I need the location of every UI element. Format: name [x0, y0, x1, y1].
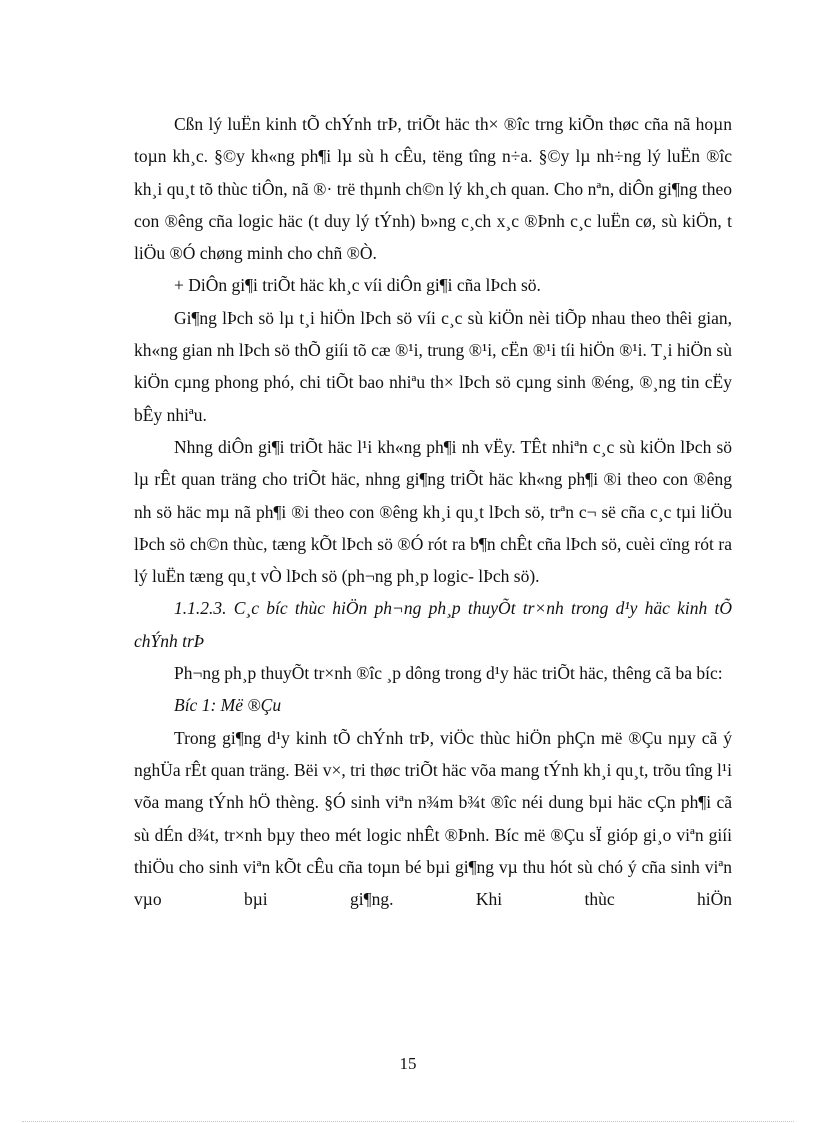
- document-page: [134, 108, 732, 915]
- paragraph-1: Cßn lý luËn kinh tÕ chÝnh trÞ, triÕt häc th× ®îc trng kiÕn thøc cña nã hoµn toµn kh¸c. §©y kh«ng ph¶i lµ sù h cÊu, tëng tîng n÷a. §©y lµ nh÷ng lý luËn ®îc kh¸i qu¸t tõ thùc tiÔn, nã ®· trë thµnh ch©n lý kh¸ch quan. Cho nªn, diÔn gi¶ng theo con ®êng cña logic häc (t duy lý tÝnh) b»ng c¸ch x¸c ®Þnh c¸c luËn cø, sù kiÖn, t liÖu ®Ó chøng minh cho chñ ®Ò.: [134, 114, 732, 264]
- paragraph-3: Gi¶ng lÞch sö lµ t¸i hiÖn lÞch sö víi c¸c sù kiÖn nèi tiÕp nhau theo thêi gian, kh«ng gian nh lÞch sö thÕ giíi tõ cæ ®¹i, trung ®¹i, cËn ®¹i tíi hiÖn ®¹i. T¸i hiÖn sù kiÖn cµng phong phó, chi tiÕt bao nhiªu th× lÞch sö cµng sinh ®éng, ®¸ng tin cËy bÊy nhiªu.: [134, 307, 732, 425]
- paragraph-4: Nhng diÔn gi¶i triÕt häc l¹i kh«ng ph¶i nh vËy. TÊt nhiªn c¸c sù kiÖn lÞch sö lµ rÊt quan träng cho triÕt häc, nhng gi¶ng triÕt häc kh«ng ph¶i ®i theo con ®êng nh sö häc mµ nã ph¶i ®i theo con ®êng kh¸i qu¸t lÞch sö, trªn c¬ së cña c¸c tµi liÖu lÞch sö ch©n thùc, tæng kÕt lÞch sö ®Ó rót ra b¶n chÊt cña lÞch sö, cuèi cïng rót ra lý luËn tæng qu¸t vÒ lÞch sö (ph¬ng ph¸p logic- lÞch sö).: [134, 436, 732, 587]
- paragraph-6: Ph¬ng ph¸p thuyÕt tr×nh ®îc ¸p dông trong d¹y häc triÕt häc, thêng cã ba bíc:: [174, 663, 723, 684]
- page-number: 15: [399, 1054, 417, 1073]
- page-bottom-divider: [22, 1121, 794, 1122]
- paragraph-8: Trong gi¶ng d¹y kinh tÕ chÝnh trÞ, viÖc thùc hiÖn phÇn më ®Çu nµy cã ý nghÜa rÊt quan träng. Bëi v×, tri thøc triÕt häc võa mang tÝnh kh¸i qu¸t, trõu tîng l¹i võa mang tÝnh hÖ thèng. §Ó sinh viªn n¾m b¾t ®îc néi dung bµi häc cÇn ph¶i cã sù dÉn d¾t, tr×nh bµy theo mét logic nhÊt ®Þnh. Bíc më ®Çu sÏ gióp gi¸o viªn giíi thiÖu cho sinh viªn kÕt cÊu cña toµn bé bµi gi¶ng vµ thu hót sù chó ý cña sinh viªn vµo bµi gi¶ng. Khi thùc hiÖn: [134, 727, 732, 910]
- paragraph-2: + DiÔn gi¶i triÕt häc kh¸c víi diÔn gi¶i cña lÞch sö.: [174, 275, 541, 296]
- step-heading: Bíc 1: Më ®Çu: [174, 695, 282, 716]
- section-heading: 1.1.2.3. C¸c bíc thùc hiÖn ph¬ng ph¸p thuyÕt tr×nh trong d¹y häc kinh tÕ chÝnh trÞ: [134, 598, 732, 651]
